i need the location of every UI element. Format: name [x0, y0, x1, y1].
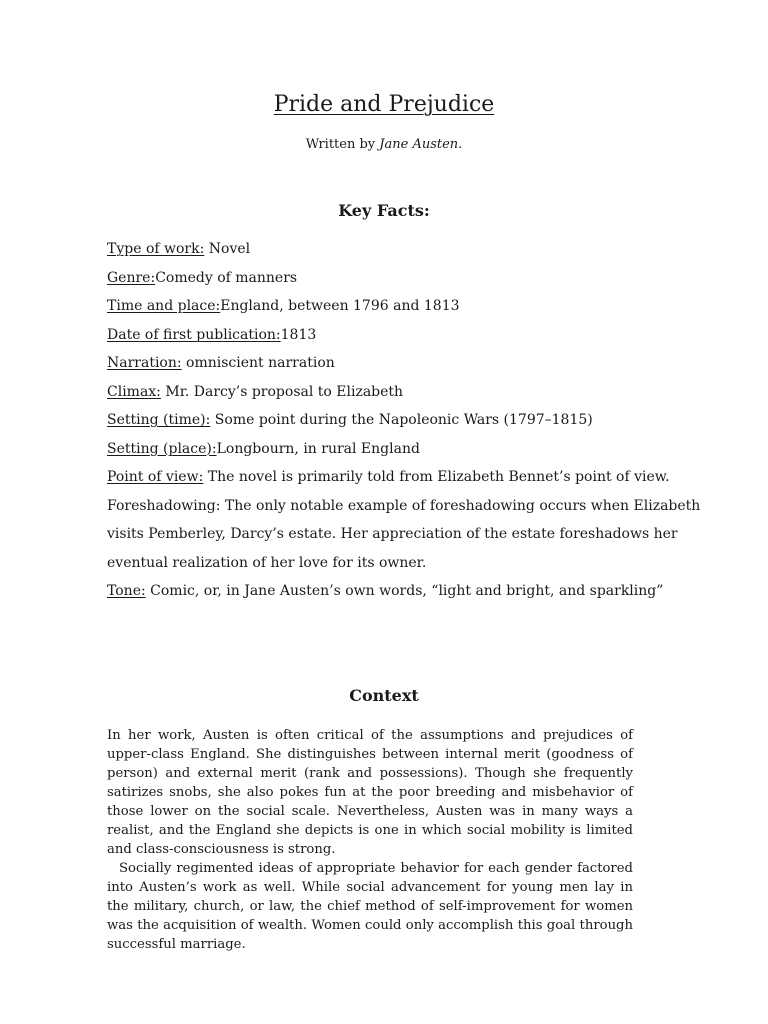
fact-setting-place	[107, 440, 667, 469]
fact-foreshadowing	[107, 497, 701, 583]
fact-value: England, between 1796 and 1813	[220, 298, 460, 314]
fact-label: Genre:	[107, 269, 156, 286]
fact-climax	[107, 383, 667, 412]
context-paragraph: In her work, Austen is often critical of the assumptions and prejudices of upper-class England. She distinguishes between internal merit (goodness of person) and external merit (rank and possessions). Though she frequently satirizes snobs, she also pokes fun at the poor breeding and misbehavior of those lower on the social scale. Nevertheless, Austen was in many ways a realist, and the England she depicts is one in which social mobility is limited and class-consciousness is strong.	[107, 728, 633, 857]
fact-label: Date of first publication:	[107, 326, 281, 343]
document-title: Pride and Prejudice	[273, 92, 495, 117]
fact-value: The only notable example of foreshadowing occurs when Elizabeth	[220, 497, 701, 514]
fact-value: Some point during the Napoleonic Wars (1797–1815)	[210, 412, 593, 428]
fact-type-of-work	[107, 240, 667, 269]
fact-label: Climax:	[107, 383, 161, 400]
fact-value: Mr. Darcy’s proposal to Elizabeth	[160, 383, 404, 400]
fact-continuation-line: eventual realization of her love for its owner.	[107, 554, 427, 571]
fact-time-and-place	[107, 297, 667, 326]
fact-label: Time and place:	[107, 298, 221, 314]
fact-label: Tone:	[107, 583, 146, 599]
fact-label: Point of view:	[107, 469, 204, 485]
fact-value: omniscient narration	[181, 355, 335, 371]
fact-value: Longbourn, in rural England	[216, 440, 420, 457]
fact-tone	[107, 582, 667, 611]
fact-setting-time	[107, 411, 667, 440]
context-body	[107, 726, 633, 954]
byline-prefix: Written by	[305, 137, 376, 152]
fact-value: 1813	[280, 326, 317, 343]
author-name: Jane Austen.	[379, 137, 463, 152]
context-paragraph: Socially regimented ideas of appropriate behavior for each gender factored into Austen’s work as well. While social advancement for young men lay in the military, church, or law, the chief method of self-improvement for women was the acquisition of wealth. Women could only accomplish this goal through successful marriage.	[107, 861, 633, 952]
key-facts-list	[107, 240, 701, 611]
fact-first-publication	[107, 326, 667, 355]
fact-continuation-line: visits Pemberley, Darcy’s estate. Her appreciation of the estate foreshadows her	[107, 526, 678, 542]
fact-genre	[107, 269, 667, 298]
key-facts-heading: Key Facts:	[338, 201, 430, 220]
fact-label: Type of work:	[107, 241, 205, 257]
fact-point-of-view	[107, 468, 670, 497]
byline	[0, 137, 768, 152]
fact-label: Foreshadowing:	[107, 497, 221, 514]
fact-value: Comic, or, in Jane Austen’s own words, “light and bright, and sparkling”	[145, 583, 664, 599]
fact-narration	[107, 354, 667, 383]
fact-label: Setting (place):	[107, 440, 217, 457]
context-heading: Context	[349, 686, 419, 705]
fact-value: The novel is primarily told from Elizabeth Bennet’s point of view.	[203, 469, 670, 485]
fact-line	[107, 497, 701, 526]
fact-value: Novel	[204, 241, 251, 257]
fact-label: Narration:	[107, 355, 182, 371]
fact-value: Comedy of manners	[155, 269, 298, 286]
fact-label: Setting (time):	[107, 412, 211, 428]
